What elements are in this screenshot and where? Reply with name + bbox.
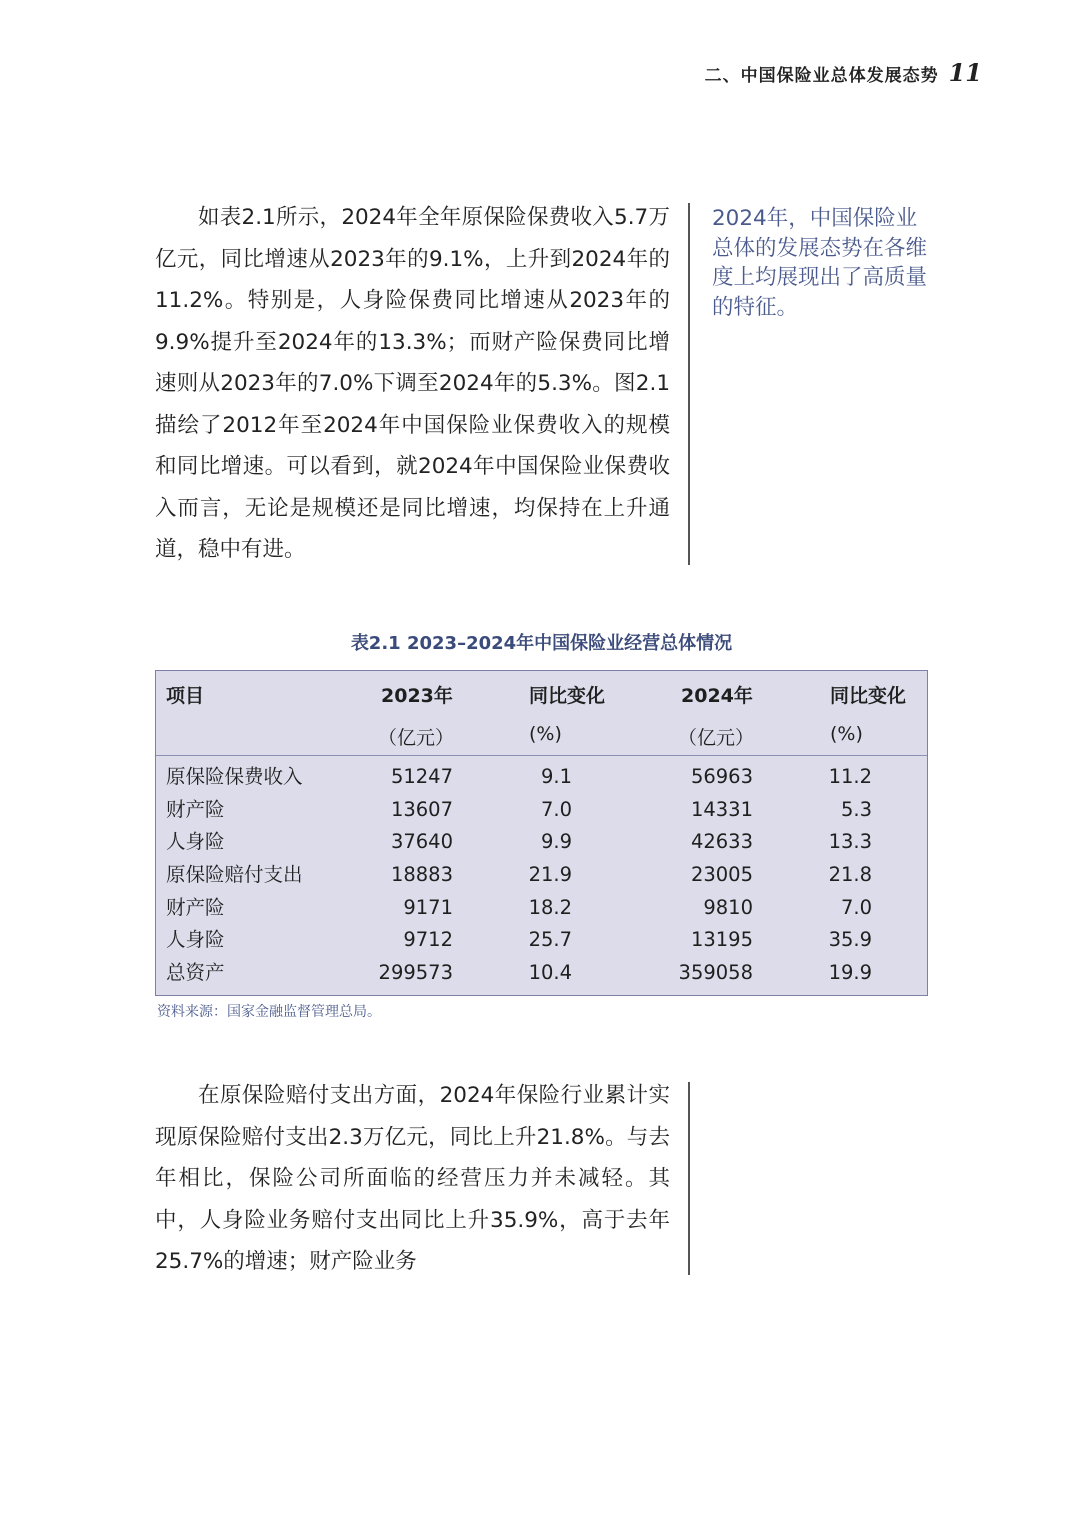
row-label: 总资产 [166,961,225,985]
change-2024: 13.3 [828,830,872,854]
change-2023: 9.1 [540,765,572,788]
value-2023: 51247 [390,765,453,788]
table-row [156,957,927,990]
table-row [156,794,927,827]
value-2024: 42633 [690,830,753,854]
row-label: 原保险保费收入 [166,765,303,788]
body-paragraph-1: 如表2.1所示，2024年全年原保险保费收入5.7万亿元，同比增速从2023年的9.1%，上升到2024年的11.2%。特别是，人身险保费同比增速从2023年的9.9%提升至2024年的13.3%；而财产险保费同比增速则从2023年的7.0%下调至2024年的5.3%。图2.1描绘了2012年至2024年中国保险业保费收入的规模和同比增速。可以看到，就2024年中国保险业保费收入而言，无论是规模还是同比增速，均保持在上升通道，稳中有进。 [155,205,670,562]
change-2023: 10.4 [528,961,572,985]
change-2023: 25.7 [528,928,572,952]
change-2024: 35.9 [828,928,872,952]
change-2024: 19.9 [828,961,872,985]
chapter-title: 二、中国保险业总体发展态势 [704,66,939,86]
unit-2023: （亿元） [378,727,455,749]
value-2023: 9171 [403,895,453,919]
change-2024: 5.3 [840,797,872,821]
table-body [156,761,927,990]
table-caption: 表2.1 2023–2024年中国保险业经营总体情况 [350,633,733,654]
row-label: 人身险 [166,928,225,952]
table-header [156,671,927,756]
value-2023: 37640 [390,830,453,854]
value-2024: 14331 [690,797,753,821]
value-2024: 9810 [703,895,753,919]
table-row [156,859,927,892]
change-2023: 7.0 [540,797,572,821]
table-row [156,892,927,925]
unit-change-2024: (%) [830,723,863,745]
header-change-2023: 同比变化 [529,685,606,707]
header-2024: 2024年 [681,685,753,707]
change-2024: 11.2 [828,765,872,788]
change-2023: 18.2 [528,895,572,919]
table-row [156,761,927,794]
margin-note: 2024年，中国保险业总体的发展态势在各维度上均展现出了高质量的特征。 [712,206,928,320]
row-label: 人身险 [166,830,225,854]
value-2024: 56963 [690,765,753,788]
row-label: 原保险赔付支出 [166,863,303,887]
value-2024: 23005 [690,863,753,887]
value-2023: 13607 [390,797,453,821]
table-source-note: 资料来源：国家金融监督管理总局。 [157,1004,381,1020]
value-2024: 359058 [678,961,753,985]
row-label: 财产险 [166,895,225,919]
table-row [156,924,927,957]
change-2024: 7.0 [840,895,872,919]
margin-rule [688,203,690,565]
page-header [705,58,982,87]
header-item: 项目 [166,685,205,707]
value-2023: 18883 [390,863,453,887]
change-2023: 9.9 [540,830,572,854]
header-2023: 2023年 [381,685,453,707]
table-row [156,826,927,859]
body-paragraph-2: 在原保险赔付支出方面，2024年保险行业累计实现原保险赔付支出2.3万亿元，同比上升21.8%。与去年相比，保险公司所面临的经营压力并未减轻。其中，人身险业务赔付支出同比上升35.9%，高于去年25.7%的增速；财产险业务 [155,1083,670,1274]
row-label: 财产险 [166,797,225,821]
value-2024: 13195 [690,928,753,952]
change-2023: 21.9 [528,863,572,887]
value-2023: 9712 [403,928,453,952]
header-change-2024: 同比变化 [830,685,907,707]
value-2023: 299573 [378,961,453,985]
margin-rule [688,1082,690,1275]
unit-change-2023: (%) [529,723,562,745]
page-number: 11 [948,58,982,87]
data-table [155,670,928,996]
change-2024: 21.8 [828,863,872,887]
unit-2024: （亿元） [678,727,755,749]
